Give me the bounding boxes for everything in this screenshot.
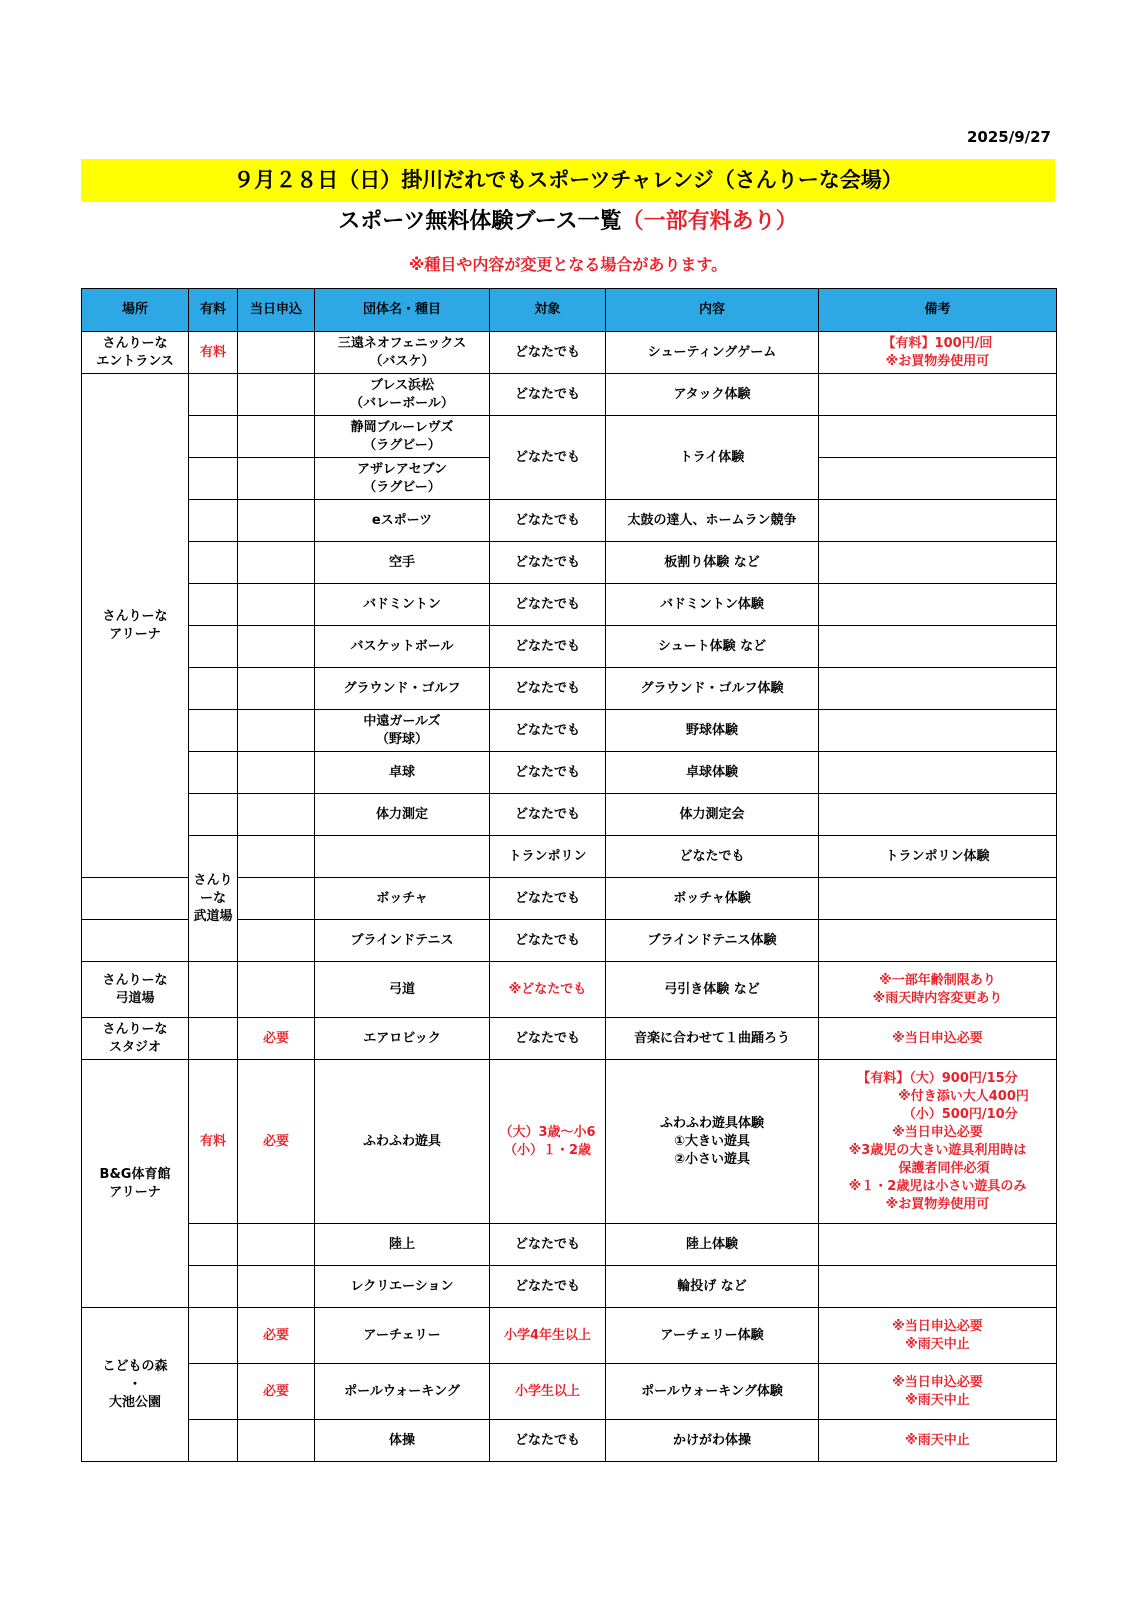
group-cell: ブラインドテニス — [315, 920, 490, 962]
remarks-cell: ※当日申込必要 ※雨天中止 — [819, 1308, 1057, 1364]
content-cell: シュート体験 など — [606, 626, 819, 668]
sameday-cell — [238, 752, 315, 794]
remarks-cell — [819, 542, 1057, 584]
remarks-cell — [819, 584, 1057, 626]
table-row — [82, 1420, 1057, 1462]
table-row — [82, 1308, 1057, 1364]
fee-cell — [189, 752, 238, 794]
fee-cell — [189, 500, 238, 542]
content-cell: かけがわ体操 — [606, 1420, 819, 1462]
table-row — [82, 836, 1057, 878]
fee-cell — [82, 920, 189, 962]
sameday-cell — [238, 374, 315, 416]
content-cell: 卓球体験 — [606, 752, 819, 794]
page-subtitle — [81, 207, 1055, 237]
group-cell: ポールウォーキング — [315, 1364, 490, 1420]
table-row — [82, 794, 1057, 836]
fee-cell — [189, 962, 238, 1018]
content-cell: 太鼓の達人、ホームラン競争 — [606, 500, 819, 542]
target-cell: どなたでも — [490, 416, 606, 500]
venue-cell: B&G体育館 アリーナ — [82, 1060, 189, 1308]
remarks-cell — [819, 416, 1057, 458]
table-row — [82, 542, 1057, 584]
target-cell: どなたでも — [490, 500, 606, 542]
venue-cell: さんりーな エントランス — [82, 332, 189, 374]
subtitle-main: スポーツ無料体験ブース一覧 — [338, 209, 622, 234]
fee-cell — [189, 668, 238, 710]
fee-cell — [189, 1364, 238, 1420]
group-cell: ふわふわ遊具 — [315, 1060, 490, 1224]
venue-cell: さんりーな スタジオ — [82, 1018, 189, 1060]
group-cell: アーチェリー — [315, 1308, 490, 1364]
target-cell: 小学4年生以上 — [490, 1308, 606, 1364]
content-cell: アーチェリー体験 — [606, 1308, 819, 1364]
sameday-cell — [238, 458, 315, 500]
change-notice: ※種目や内容が変更となる場合があります。 — [408, 255, 728, 274]
fee-cell — [189, 794, 238, 836]
content-cell: ポールウォーキング体験 — [606, 1364, 819, 1420]
booth-table — [81, 288, 1057, 1462]
sameday-cell — [315, 836, 490, 878]
fee-cell: 有料 — [189, 332, 238, 374]
content-cell: ふわふわ遊具体験 ①大きい遊具 ②小さい遊具 — [606, 1060, 819, 1224]
target-cell: どなたでも — [490, 1018, 606, 1060]
fee-cell — [189, 416, 238, 458]
table-row — [82, 1364, 1057, 1420]
remarks-cell: ※雨天中止 — [819, 1420, 1057, 1462]
header-venue: 場所 — [82, 289, 189, 332]
content-cell: 体力測定会 — [606, 794, 819, 836]
sameday-cell — [238, 794, 315, 836]
remarks-cell: ※当日申込必要 ※雨天中止 — [819, 1364, 1057, 1420]
fee-cell: 有料 — [189, 1060, 238, 1224]
fee-cell — [189, 710, 238, 752]
table-row — [82, 416, 1057, 458]
sameday-cell — [238, 332, 315, 374]
target-cell: （大）3歳～小6 （小）１・2歳 — [490, 1060, 606, 1224]
table-row — [82, 584, 1057, 626]
sameday-cell — [238, 584, 315, 626]
fee-cell — [189, 584, 238, 626]
content-cell: シューティングゲーム — [606, 332, 819, 374]
remarks-cell — [819, 752, 1057, 794]
fee-cell — [82, 878, 189, 920]
group-cell: 三遠ネオフェニックス （バスケ） — [315, 332, 490, 374]
remarks-cell: ※当日申込必要 — [819, 1018, 1057, 1060]
remarks-cell — [819, 710, 1057, 752]
content-cell: 野球体験 — [606, 710, 819, 752]
sameday-cell — [238, 668, 315, 710]
target-cell: どなたでも — [490, 752, 606, 794]
sameday-cell — [238, 878, 315, 920]
group-cell: グラウンド・ゴルフ — [315, 668, 490, 710]
content-cell: ブラインドテニス体験 — [606, 920, 819, 962]
fee-cell — [189, 626, 238, 668]
remarks-cell — [819, 920, 1057, 962]
content-cell: 音楽に合わせて１曲踊ろう — [606, 1018, 819, 1060]
group-cell: バスケットボール — [315, 626, 490, 668]
fee-cell — [189, 1018, 238, 1060]
venue-cell: さんりーな 弓道場 — [82, 962, 189, 1018]
target-cell: どなたでも — [606, 836, 819, 878]
target-cell: どなたでも — [490, 1266, 606, 1308]
header-fee: 有料 — [189, 289, 238, 332]
remarks-cell — [819, 878, 1057, 920]
target-cell: ※どなたでも — [490, 962, 606, 1018]
remarks-cell — [819, 668, 1057, 710]
content-cell: 板割り体験 など — [606, 542, 819, 584]
remarks-cell — [819, 1266, 1057, 1308]
remarks-cell — [819, 500, 1057, 542]
group-cell: 空手 — [315, 542, 490, 584]
group-cell: 中遠ガールズ （野球） — [315, 710, 490, 752]
target-cell: どなたでも — [490, 668, 606, 710]
sameday-cell — [238, 920, 315, 962]
group-cell: 体力測定 — [315, 794, 490, 836]
group-cell: 静岡ブルーレヴズ （ラグビー） — [315, 416, 490, 458]
remarks-cell — [819, 1224, 1057, 1266]
table-row — [82, 332, 1057, 374]
sameday-cell — [238, 626, 315, 668]
table-row — [82, 962, 1057, 1018]
content-cell: ボッチャ体験 — [606, 878, 819, 920]
venue-cell: さんりーな アリーナ — [82, 374, 189, 878]
venue-cell: さんりーな 武道場 — [189, 836, 238, 962]
remarks-cell: 【有料】（大）900円/15分 ※付き添い大人400円 （小）500円/10分 ※当日申込必要 ※3歳児の大きい遊具利用時は 保護者同伴必須 ※１・2歳児は小さい遊具のみ ※お買物券使用可 — [819, 1060, 1057, 1224]
target-cell: どなたでも — [490, 584, 606, 626]
sameday-cell — [238, 1420, 315, 1462]
remarks-cell — [819, 794, 1057, 836]
table-row — [82, 668, 1057, 710]
sameday-cell — [238, 1266, 315, 1308]
target-cell: どなたでも — [490, 626, 606, 668]
remarks-cell — [819, 626, 1057, 668]
target-cell: どなたでも — [490, 1224, 606, 1266]
group-cell: 弓道 — [315, 962, 490, 1018]
target-cell: どなたでも — [490, 710, 606, 752]
table-row — [82, 1018, 1057, 1060]
subtitle-paren: （一部有料あり） — [621, 209, 798, 234]
group-cell: トランポリン — [490, 836, 606, 878]
fee-cell — [189, 542, 238, 584]
fee-cell — [189, 1308, 238, 1364]
sameday-cell: 必要 — [238, 1308, 315, 1364]
table-row — [82, 1224, 1057, 1266]
table-row — [82, 752, 1057, 794]
remarks-cell — [819, 374, 1057, 416]
content-cell: グラウンド・ゴルフ体験 — [606, 668, 819, 710]
table-row — [82, 710, 1057, 752]
remarks-cell: ※一部年齢制限あり ※雨天時内容変更あり — [819, 962, 1057, 1018]
group-cell: 体操 — [315, 1420, 490, 1462]
header-target: 対象 — [490, 289, 606, 332]
group-cell: ボッチャ — [315, 878, 490, 920]
group-cell: バドミントン — [315, 584, 490, 626]
sameday-cell — [238, 1224, 315, 1266]
fee-cell — [189, 1266, 238, 1308]
header-row — [82, 289, 1057, 332]
group-cell: ブレス浜松 （バレーボール） — [315, 374, 490, 416]
header-sameday: 当日申込 — [238, 289, 315, 332]
content-cell: 輪投げ など — [606, 1266, 819, 1308]
fee-cell — [189, 374, 238, 416]
group-cell: 陸上 — [315, 1224, 490, 1266]
target-cell: どなたでも — [490, 794, 606, 836]
sameday-cell — [238, 416, 315, 458]
fee-cell — [189, 458, 238, 500]
venue-cell: こどもの森 ・ 大池公園 — [82, 1308, 189, 1462]
target-cell: どなたでも — [490, 374, 606, 416]
header-remarks: 備考 — [819, 289, 1057, 332]
content-cell: バドミントン体験 — [606, 584, 819, 626]
sameday-cell: 必要 — [238, 1060, 315, 1224]
remarks-cell: 【有料】100円/回 ※お買物券使用可 — [819, 332, 1057, 374]
fee-cell — [189, 1420, 238, 1462]
table-row — [82, 1266, 1057, 1308]
group-cell: eスポーツ — [315, 500, 490, 542]
content-cell: トライ体験 — [606, 416, 819, 500]
table-row — [82, 626, 1057, 668]
target-cell: 小学生以上 — [490, 1364, 606, 1420]
sameday-cell — [238, 500, 315, 542]
table-row — [82, 500, 1057, 542]
group-cell: エアロビック — [315, 1018, 490, 1060]
sameday-cell — [238, 542, 315, 584]
target-cell: どなたでも — [490, 542, 606, 584]
target-cell: どなたでも — [490, 332, 606, 374]
target-cell: どなたでも — [490, 878, 606, 920]
document-date: 2025/9/27 — [966, 128, 1051, 146]
content-cell: 弓引き体験 など — [606, 962, 819, 1018]
content-cell: アタック体験 — [606, 374, 819, 416]
sameday-cell — [238, 962, 315, 1018]
header-group: 団体名・種目 — [315, 289, 490, 332]
page-title: ９月２８日（日）掛川だれでもスポーツチャレンジ（さんりーな会場） — [81, 159, 1055, 202]
remarks-cell — [819, 458, 1057, 500]
content-cell: トランポリン体験 — [819, 836, 1057, 878]
group-cell: アザレアセブン （ラグビー） — [315, 458, 490, 500]
sameday-cell: 必要 — [238, 1364, 315, 1420]
target-cell: どなたでも — [490, 920, 606, 962]
content-cell: 陸上体験 — [606, 1224, 819, 1266]
group-cell: 卓球 — [315, 752, 490, 794]
fee-cell — [238, 836, 315, 878]
sameday-cell — [238, 710, 315, 752]
header-content: 内容 — [606, 289, 819, 332]
table-row — [82, 374, 1057, 416]
group-cell: レクリエーション — [315, 1266, 490, 1308]
fee-cell — [189, 1224, 238, 1266]
sameday-cell: 必要 — [238, 1018, 315, 1060]
target-cell: どなたでも — [490, 1420, 606, 1462]
table-row — [82, 1060, 1057, 1224]
